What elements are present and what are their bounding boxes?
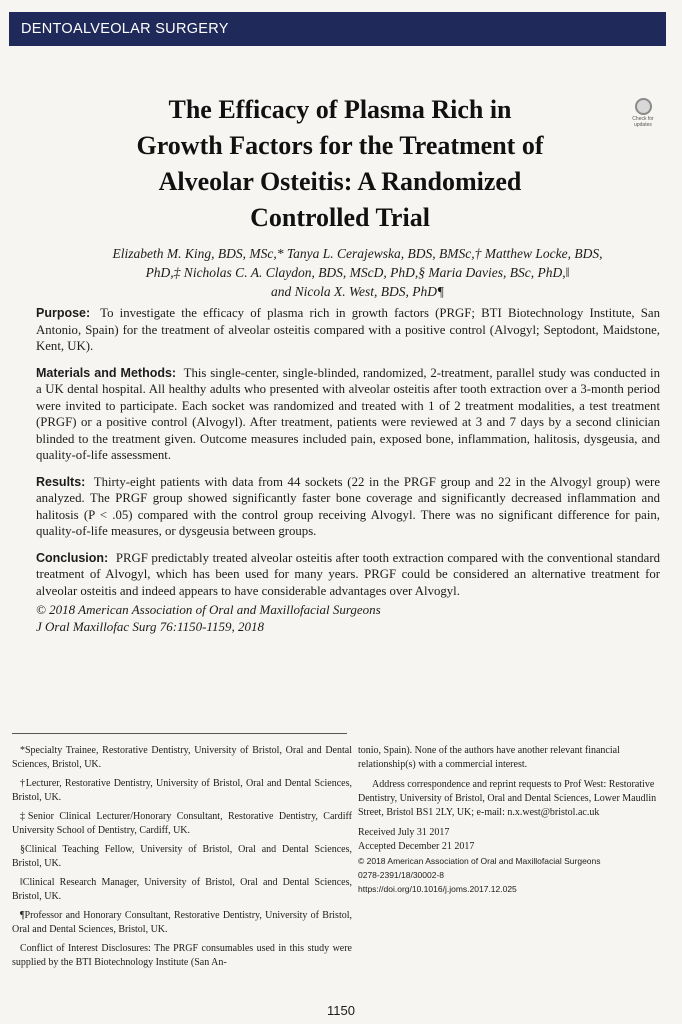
results-heading: Results: (36, 474, 86, 489)
affiliation-footnotes (12, 744, 352, 975)
issn: 0278-2391/18/30002-8 (358, 870, 445, 880)
footnote: ‡Senior Clinical Lecturer/Honorary Consultant, Restorative Dentistry, Cardiff University School of Dentistry, Cardiff, UK. (12, 811, 352, 836)
conclusion-heading: Conclusion: (36, 550, 109, 565)
correspondence-address: Address correspondence and reprint requests to Prof West: Restorative Dentistry, University of Bristol, Oral and Dental Sciences, Lower Maudlin Street, Bristol BS1 2LY, UK; e-mail: n.x.west@bristol.ac.uk (358, 779, 657, 818)
methods-heading: Materials and Methods: (36, 365, 177, 380)
accepted-date: Accepted December 21 2017 (358, 841, 475, 852)
footnote: Conflict of Interest Disclosures: The PRGF consumables used in this study were supplied by the BTI Biotechnology Institute (San An- (12, 943, 352, 968)
section-header-label: DENTOALVEOLAR SURGERY (21, 21, 229, 37)
footnote: ¶Professor and Honorary Consultant, Restorative Dentistry, University of Bristol, Oral and Dental Sciences, Bristol, UK. (12, 910, 352, 935)
methods-text: This single-center, single-blinded, randomized, 2-treatment, parallel study was conducted in a UK dental hospital. All healthy adults who presented with alveolar osteitis after tooth extraction over a 3-month period were invited to participate. Each socket was randomized and treated with 1 of 2 treatment modalities, a test treatment (PRGF) or a positive control (Alvogyl). After treatment, patients were reviewed at 3 and 7 days by a second clinician blinded to the treatment given. Outcome measures included pain, exposed bone, inflammation, halitosis, dysgeusia, and quality-of-life assessment. (36, 365, 660, 462)
abstract-purpose (36, 305, 660, 355)
footer-copyright: © 2018 American Association of Oral and Maxillofacial Surgeons (358, 856, 601, 866)
received-date: Received July 31 2017 (358, 827, 450, 838)
results-text: Thirty-eight patients with data from 44 sockets (22 in the PRGF group and 22 in the Alvogyl group) were analyzed. The PRGF group showed significantly faster bone coverage and significantly decreased inflammation and halitosis (P < .05) compared with the control group receiving Alvogyl. There was no significant difference for pain, quality-of-life measures, or dysgeusia between groups. (36, 474, 660, 538)
journal-citation: J Oral Maxillofac Surg 76:1150-1159, 2018 (36, 619, 264, 634)
badge-text: Check for updates (632, 116, 654, 128)
abstract-methods (36, 365, 660, 464)
purpose-heading: Purpose: (36, 306, 91, 320)
article-title (40, 92, 640, 236)
footnote: †Lecturer, Restorative Dentistry, University of Bristol, Oral and Dental Sciences, Bristol, UK. (12, 778, 352, 803)
doi-link[interactable]: https://doi.org/10.1016/j.joms.2017.12.025 (358, 884, 517, 894)
abstract-conclusion (36, 550, 660, 600)
author-list (60, 244, 655, 301)
check-for-updates-badge[interactable] (627, 98, 659, 132)
title-line: Growth Factors for the Treatment of (136, 131, 544, 160)
check-for-updates-icon (635, 98, 652, 115)
title-line: Alveolar Osteitis: A Randomized (158, 167, 522, 196)
page-number: 1150 (327, 1003, 355, 1018)
disclosure-continuation: tonio, Spain). None of the authors have another relevant financial relationship(s) with a commercial interest. (358, 745, 620, 770)
footnote-divider (12, 733, 347, 734)
purpose-text: To investigate the efficacy of plasma rich in growth factors (PRGF; BTI Biotechnology Institute, San Antonio, Spain) for the treatment of alveolar osteitis compared with a positive control (Alvogyl; Septodont, Maidstone, Kent, UK). (36, 306, 660, 353)
author-line: and Nicola X. West, BDS, PhD¶ (270, 284, 445, 299)
title-line: The Efficacy of Plasma Rich in (168, 95, 512, 124)
section-header (9, 12, 666, 46)
footnote: §Clinical Teaching Fellow, University of Bristol, Oral and Dental Sciences, Bristol, UK. (12, 844, 352, 869)
conclusion-text: PRGF predictably treated alveolar osteitis after tooth extraction compared with the conventional standard treatment of Alvogyl, which has been used for many years. PRGF could be considered an alternative treatment for alveolar osteitis and indeed appears to have considerable advantages over Alvogyl. (36, 550, 661, 598)
abstract-copyright: © 2018 American Association of Oral and Maxillofacial Surgeons (36, 602, 381, 617)
abstract-results (36, 474, 660, 540)
title-line: Controlled Trial (250, 203, 430, 232)
footnote: ‖Clinical Research Manager, University of Bristol, Oral and Dental Sciences, Bristol, UK. (12, 877, 352, 902)
author-line: PhD,‡ Nicholas C. A. Claydon, BDS, MScD, PhD,§ Maria Davies, BSc, PhD,‖ (145, 265, 570, 280)
footnote: *Specialty Trainee, Restorative Dentistry, University of Bristol, Oral and Dental Sciences, Bristol, UK. (12, 745, 352, 770)
abstract (36, 305, 660, 635)
article-info-footnotes (358, 744, 676, 896)
author-line: Elizabeth M. King, BDS, MSc,* Tanya L. Cerajewska, BDS, BMSc,† Matthew Locke, BDS, (112, 246, 603, 261)
